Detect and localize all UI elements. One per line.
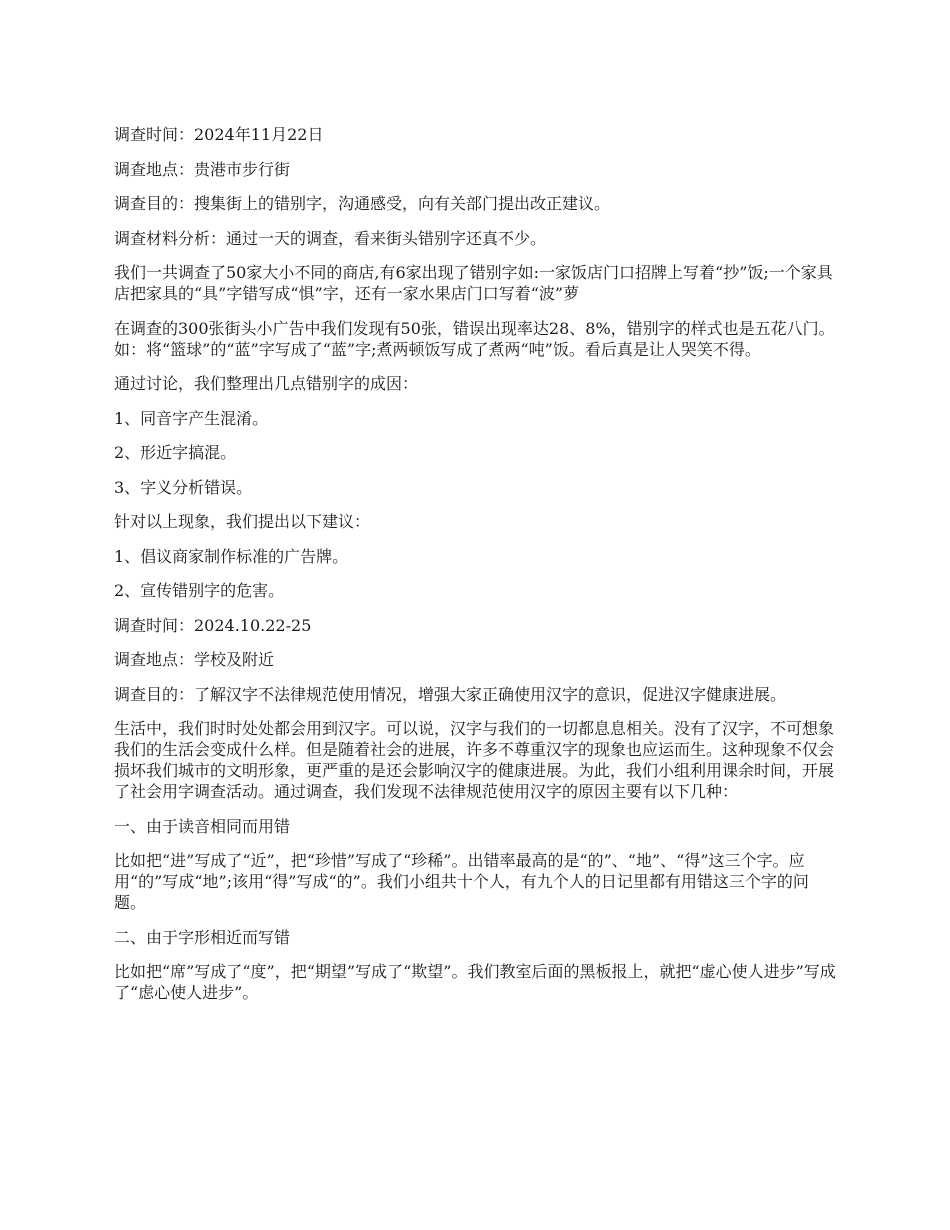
- section-heading-2: 二、由于字形相近而写错: [114, 927, 291, 947]
- survey-location-2: 调查地点：学校及附近: [114, 650, 275, 669]
- suggestions-intro: 针对以上现象，我们提出以下建议：: [114, 512, 371, 531]
- causes-intro: 通过讨论，我们整理出几点错别字的成因：: [114, 374, 419, 393]
- section-2-body: 比如把“席”写成了“度”，把“期望”写成了“欺望”。我们教室后面的黑板报上，就把“虚心使人进步”写成了“虑心使人进步”。: [114, 962, 836, 1002]
- cause-item-2: 2、形近字搞混。: [114, 443, 237, 462]
- document-body: [114, 124, 836, 1017]
- survey-time-2: 调查时间：2024.10.22-25: [114, 615, 312, 635]
- ad-survey-paragraph: 在调查的300张街头小广告中我们发现有50张，错误出现率达28、8%，错别字的样式也是五花八门。如：将“篮球”的“蓝”字写成了“蓝”字;煮两顿饭写成了煮两“吨”饭。看后真是让人哭笑不得。: [114, 318, 835, 359]
- section-heading-1: 一、由于读音相同而用错: [114, 816, 291, 836]
- suggestion-item-2: 2、宣传错别字的危害。: [114, 581, 285, 600]
- survey-time-1: 调查时间：2024年11月22日: [114, 125, 324, 144]
- life-paragraph: 生活中，我们时时处处都会用到汉字。可以说，汉字与我们的一切都息息相关。没有了汉字，不可想象我们的生活会变成什么样。但是随着社会的进展，许多不尊重汉字的现象也应运而生。这种现象不仅会损坏我们城市的文明形象，更严重的是还会影响汉字的健康进展。为此，我们小组利用课余时间，开展了社会用字调查活动。通过调查，我们发现不法律规范使用汉字的原因主要有以下几种：: [114, 719, 835, 801]
- survey-purpose-2: 调查目的：了解汉字不法律规范使用情况，增强大家正确使用汉字的意识，促进汉字健康进展。: [114, 684, 787, 704]
- section-1-body: 比如把“进”写成了“近”，把“珍惜”写成了“珍稀”。出错率最高的是“的”、“地”、“得”这三个字。应用“的”写成“地”;该用“得”写成“的”。我们小组共十个人，有九个人的日记里都有用错这三个字的问题。: [114, 851, 809, 912]
- cause-item-1: 1、同音字产生混淆。: [114, 408, 269, 428]
- cause-item-3: 3、字义分析错误。: [114, 477, 253, 497]
- shop-survey-paragraph: 我们一共调查了50家大小不同的商店,有6家出现了错别字如:一家饭店门口招牌上写着“抄”饭;一个家具店把家具的“具”字错写成“惧”字，还有一家水果店门口写着“波”萝: [114, 263, 833, 303]
- suggestion-item-1: 1、倡议商家制作标准的广告牌。: [114, 546, 349, 566]
- material-analysis: 调查材料分析：通过一天的调查，看来街头错别字还真不少。: [114, 228, 547, 248]
- survey-location-1: 调查地点：贵港市步行街: [114, 159, 291, 179]
- survey-purpose-1: 调查目的：搜集街上的错别字，沟通感受，向有关部门提出改正建议。: [114, 194, 611, 213]
